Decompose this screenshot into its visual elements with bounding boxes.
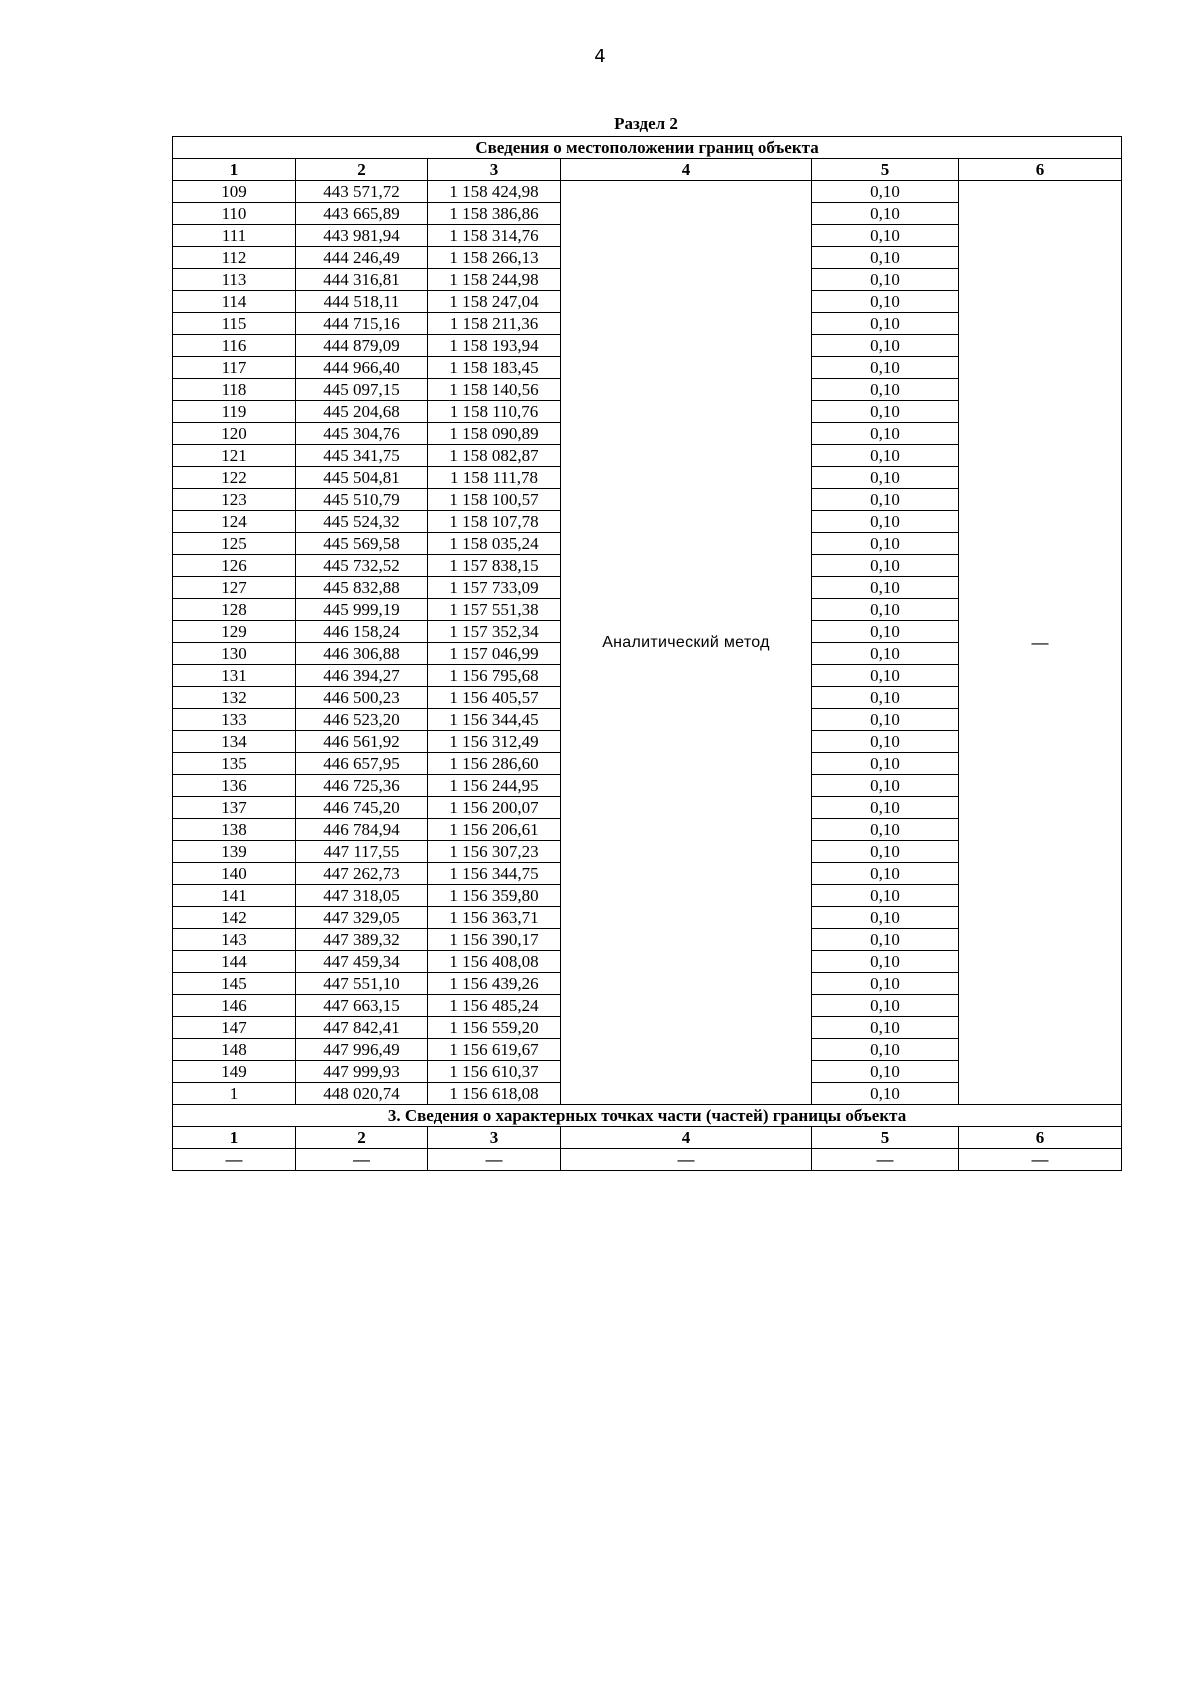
coord-x: 445 832,88 xyxy=(296,577,428,599)
coord-x: 445 999,19 xyxy=(296,599,428,621)
coord-y: 1 157 733,09 xyxy=(428,577,561,599)
coord-x: 447 389,32 xyxy=(296,929,428,951)
coord-x: 444 966,40 xyxy=(296,357,428,379)
coord-y: 1 156 200,07 xyxy=(428,797,561,819)
coord-x: 446 784,94 xyxy=(296,819,428,841)
accuracy: 0,10 xyxy=(812,225,959,247)
coord-x: 447 663,15 xyxy=(296,995,428,1017)
coord-y: 1 156 206,61 xyxy=(428,819,561,841)
point-number: 133 xyxy=(173,709,296,731)
accuracy: 0,10 xyxy=(812,643,959,665)
boundary-table xyxy=(172,136,1122,1171)
coord-y: 1 158 183,45 xyxy=(428,357,561,379)
part-cell: — xyxy=(812,1149,959,1171)
point-number: 131 xyxy=(173,665,296,687)
coord-x: 446 657,95 xyxy=(296,753,428,775)
point-number: 143 xyxy=(173,929,296,951)
coord-y: 1 158 140,56 xyxy=(428,379,561,401)
coord-x: 445 341,75 xyxy=(296,445,428,467)
coord-y: 1 156 344,75 xyxy=(428,863,561,885)
point-number: 132 xyxy=(173,687,296,709)
point-number: 125 xyxy=(173,533,296,555)
coord-y: 1 158 111,78 xyxy=(428,467,561,489)
coord-x: 444 879,09 xyxy=(296,335,428,357)
coord-y: 1 156 244,95 xyxy=(428,775,561,797)
point-number: 1 xyxy=(173,1083,296,1105)
point-number: 110 xyxy=(173,203,296,225)
coord-x: 447 329,05 xyxy=(296,907,428,929)
point-number: 140 xyxy=(173,863,296,885)
point-number: 134 xyxy=(173,731,296,753)
coord-y: 1 158 107,78 xyxy=(428,511,561,533)
part-row xyxy=(173,1149,1122,1171)
point-number: 146 xyxy=(173,995,296,1017)
accuracy: 0,10 xyxy=(812,665,959,687)
accuracy: 0,10 xyxy=(812,423,959,445)
coord-y: 1 157 551,38 xyxy=(428,599,561,621)
accuracy: 0,10 xyxy=(812,995,959,1017)
accuracy: 0,10 xyxy=(812,973,959,995)
point-number: 121 xyxy=(173,445,296,467)
coord-x: 445 732,52 xyxy=(296,555,428,577)
point-number: 145 xyxy=(173,973,296,995)
coord-x: 445 510,79 xyxy=(296,489,428,511)
accuracy: 0,10 xyxy=(812,841,959,863)
accuracy: 0,10 xyxy=(812,863,959,885)
coord-y: 1 157 046,99 xyxy=(428,643,561,665)
accuracy: 0,10 xyxy=(812,533,959,555)
coord-y: 1 156 795,68 xyxy=(428,665,561,687)
coord-y: 1 156 363,71 xyxy=(428,907,561,929)
coord-y: 1 156 559,20 xyxy=(428,1017,561,1039)
part-cell: — xyxy=(561,1149,812,1171)
column-header-row xyxy=(173,159,1122,181)
part-column-header: 2 xyxy=(296,1127,428,1149)
part-column-header: 3 xyxy=(428,1127,561,1149)
coord-x: 447 551,10 xyxy=(296,973,428,995)
part-column-header: 4 xyxy=(561,1127,812,1149)
accuracy: 0,10 xyxy=(812,489,959,511)
coord-y: 1 158 266,13 xyxy=(428,247,561,269)
coord-x: 443 665,89 xyxy=(296,203,428,225)
point-number: 126 xyxy=(173,555,296,577)
coord-y: 1 156 610,37 xyxy=(428,1061,561,1083)
accuracy: 0,10 xyxy=(812,929,959,951)
point-number: 114 xyxy=(173,291,296,313)
accuracy: 0,10 xyxy=(812,1017,959,1039)
accuracy: 0,10 xyxy=(812,1083,959,1105)
column-header: 6 xyxy=(959,159,1122,181)
accuracy: 0,10 xyxy=(812,335,959,357)
part-column-header: 1 xyxy=(173,1127,296,1149)
coord-y: 1 158 082,87 xyxy=(428,445,561,467)
coord-y: 1 158 100,57 xyxy=(428,489,561,511)
coord-x: 444 518,11 xyxy=(296,291,428,313)
column-header: 5 xyxy=(812,159,959,181)
part-cell: — xyxy=(428,1149,561,1171)
point-number: 120 xyxy=(173,423,296,445)
point-number: 128 xyxy=(173,599,296,621)
part-cell: — xyxy=(173,1149,296,1171)
point-number: 123 xyxy=(173,489,296,511)
point-number: 141 xyxy=(173,885,296,907)
point-number: 111 xyxy=(173,225,296,247)
point-number: 119 xyxy=(173,401,296,423)
part-title: 3. Сведения о характерных точках части (частей) границы объекта xyxy=(173,1105,1122,1127)
coord-x: 447 999,93 xyxy=(296,1061,428,1083)
coord-y: 1 156 307,23 xyxy=(428,841,561,863)
accuracy: 0,10 xyxy=(812,753,959,775)
point-number: 118 xyxy=(173,379,296,401)
coord-x: 448 020,74 xyxy=(296,1083,428,1105)
accuracy: 0,10 xyxy=(812,621,959,643)
part-cell: — xyxy=(959,1149,1122,1171)
coord-y: 1 156 405,57 xyxy=(428,687,561,709)
page-number: 4 xyxy=(594,46,606,67)
part-column-header: 6 xyxy=(959,1127,1122,1149)
coord-x: 443 981,94 xyxy=(296,225,428,247)
accuracy: 0,10 xyxy=(812,181,959,203)
accuracy: 0,10 xyxy=(812,731,959,753)
point-number: 129 xyxy=(173,621,296,643)
coord-x: 445 097,15 xyxy=(296,379,428,401)
coord-y: 1 158 035,24 xyxy=(428,533,561,555)
point-number: 127 xyxy=(173,577,296,599)
part-column-header: 5 xyxy=(812,1127,959,1149)
point-number: 122 xyxy=(173,467,296,489)
coord-x: 444 316,81 xyxy=(296,269,428,291)
accuracy: 0,10 xyxy=(812,291,959,313)
accuracy: 0,10 xyxy=(812,379,959,401)
coord-y: 1 156 344,45 xyxy=(428,709,561,731)
accuracy: 0,10 xyxy=(812,401,959,423)
part-cell: — xyxy=(296,1149,428,1171)
coord-y: 1 156 485,24 xyxy=(428,995,561,1017)
accuracy: 0,10 xyxy=(812,445,959,467)
coord-x: 445 569,58 xyxy=(296,533,428,555)
coord-y: 1 156 390,17 xyxy=(428,929,561,951)
point-number: 138 xyxy=(173,819,296,841)
coord-y: 1 158 244,98 xyxy=(428,269,561,291)
section-title: Раздел 2 xyxy=(614,114,678,133)
coord-y: 1 158 314,76 xyxy=(428,225,561,247)
point-number: 148 xyxy=(173,1039,296,1061)
point-number: 113 xyxy=(173,269,296,291)
coord-y: 1 158 193,94 xyxy=(428,335,561,357)
point-number: 137 xyxy=(173,797,296,819)
accuracy: 0,10 xyxy=(812,247,959,269)
point-number: 144 xyxy=(173,951,296,973)
accuracy: 0,10 xyxy=(812,687,959,709)
accuracy: 0,10 xyxy=(812,357,959,379)
point-number: 135 xyxy=(173,753,296,775)
coord-y: 1 156 312,49 xyxy=(428,731,561,753)
table-row xyxy=(173,181,1122,203)
coord-y: 1 157 352,34 xyxy=(428,621,561,643)
coord-y: 1 156 286,60 xyxy=(428,753,561,775)
point-number: 116 xyxy=(173,335,296,357)
accuracy: 0,10 xyxy=(812,951,959,973)
column-header: 3 xyxy=(428,159,561,181)
accuracy: 0,10 xyxy=(812,797,959,819)
coord-y: 1 158 110,76 xyxy=(428,401,561,423)
coord-x: 445 304,76 xyxy=(296,423,428,445)
coord-x: 447 459,34 xyxy=(296,951,428,973)
coord-y: 1 156 439,26 xyxy=(428,973,561,995)
coord-x: 447 117,55 xyxy=(296,841,428,863)
point-number: 147 xyxy=(173,1017,296,1039)
coord-x: 444 246,49 xyxy=(296,247,428,269)
coord-x: 443 571,72 xyxy=(296,181,428,203)
accuracy: 0,10 xyxy=(812,313,959,335)
coord-y: 1 157 838,15 xyxy=(428,555,561,577)
point-number: 139 xyxy=(173,841,296,863)
coord-x: 447 318,05 xyxy=(296,885,428,907)
point-number: 115 xyxy=(173,313,296,335)
accuracy: 0,10 xyxy=(812,1061,959,1083)
coord-x: 447 262,73 xyxy=(296,863,428,885)
coord-x: 446 725,36 xyxy=(296,775,428,797)
coord-y: 1 158 090,89 xyxy=(428,423,561,445)
point-number: 136 xyxy=(173,775,296,797)
coord-y: 1 158 247,04 xyxy=(428,291,561,313)
description-cell: — xyxy=(959,181,1122,1105)
accuracy: 0,10 xyxy=(812,269,959,291)
accuracy: 0,10 xyxy=(812,599,959,621)
coord-x: 446 561,92 xyxy=(296,731,428,753)
accuracy: 0,10 xyxy=(812,907,959,929)
coord-y: 1 156 618,08 xyxy=(428,1083,561,1105)
accuracy: 0,10 xyxy=(812,555,959,577)
column-header: 1 xyxy=(173,159,296,181)
coord-x: 445 204,68 xyxy=(296,401,428,423)
accuracy: 0,10 xyxy=(812,203,959,225)
method-cell: Аналитический метод xyxy=(561,181,812,1105)
coord-x: 446 500,23 xyxy=(296,687,428,709)
accuracy: 0,10 xyxy=(812,577,959,599)
coord-y: 1 156 359,80 xyxy=(428,885,561,907)
table-title: Сведения о местоположении границ объекта xyxy=(173,137,1122,159)
coord-x: 447 996,49 xyxy=(296,1039,428,1061)
coord-x: 446 523,20 xyxy=(296,709,428,731)
accuracy: 0,10 xyxy=(812,1039,959,1061)
accuracy: 0,10 xyxy=(812,885,959,907)
accuracy: 0,10 xyxy=(812,709,959,731)
coord-x: 446 306,88 xyxy=(296,643,428,665)
coord-y: 1 158 211,36 xyxy=(428,313,561,335)
coord-y: 1 158 424,98 xyxy=(428,181,561,203)
point-number: 142 xyxy=(173,907,296,929)
column-header: 2 xyxy=(296,159,428,181)
accuracy: 0,10 xyxy=(812,467,959,489)
coord-x: 446 394,27 xyxy=(296,665,428,687)
column-header: 4 xyxy=(561,159,812,181)
point-number: 112 xyxy=(173,247,296,269)
accuracy: 0,10 xyxy=(812,511,959,533)
coord-x: 445 504,81 xyxy=(296,467,428,489)
coord-y: 1 158 386,86 xyxy=(428,203,561,225)
coord-y: 1 156 408,08 xyxy=(428,951,561,973)
accuracy: 0,10 xyxy=(812,819,959,841)
point-number: 124 xyxy=(173,511,296,533)
coord-x: 446 745,20 xyxy=(296,797,428,819)
coord-x: 447 842,41 xyxy=(296,1017,428,1039)
coord-x: 445 524,32 xyxy=(296,511,428,533)
accuracy: 0,10 xyxy=(812,775,959,797)
coord-y: 1 156 619,67 xyxy=(428,1039,561,1061)
part-column-header-row xyxy=(173,1127,1122,1149)
point-number: 130 xyxy=(173,643,296,665)
point-number: 117 xyxy=(173,357,296,379)
point-number: 109 xyxy=(173,181,296,203)
coord-x: 446 158,24 xyxy=(296,621,428,643)
point-number: 149 xyxy=(173,1061,296,1083)
coord-x: 444 715,16 xyxy=(296,313,428,335)
